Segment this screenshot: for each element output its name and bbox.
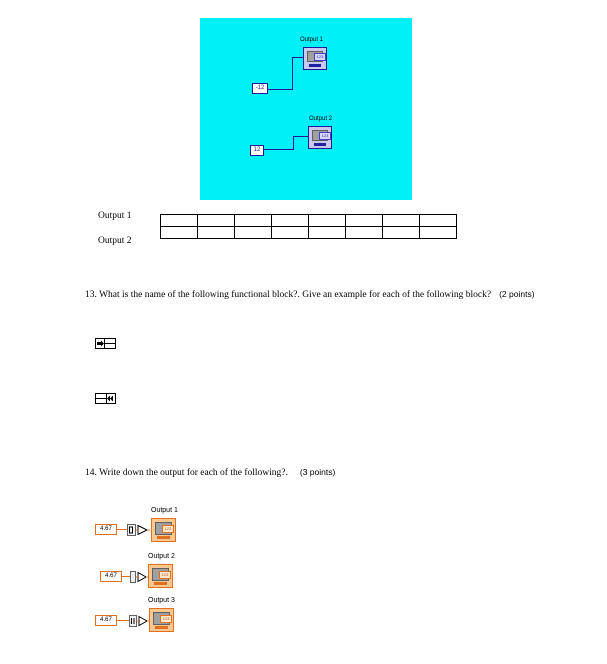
output-2-indicator — [308, 126, 332, 149]
q14-function-3-icon — [129, 614, 151, 626]
q14-output-2-label: Output 2 — [148, 553, 175, 560]
question-13 — [85, 284, 535, 302]
q14-constant-3: 4.67 — [95, 615, 117, 626]
output-1-label: Output 1 — [300, 37, 324, 43]
q14-output-3-indicator — [149, 608, 174, 632]
question-13-points: (2 points) — [499, 289, 535, 299]
question-14 — [85, 462, 335, 480]
q14-output-1-value: 123 — [162, 525, 174, 533]
output-1-value: 123 — [314, 53, 326, 61]
table-row1-label: Output 1 — [98, 211, 132, 221]
output-2-label: Output 2 — [309, 116, 333, 122]
q14-function-2-icon — [130, 570, 150, 582]
q14-output-3-value: 123 — [160, 615, 172, 623]
question-14-points: (3 points) — [299, 467, 336, 477]
question-13-text: 13. What is the name of the following functional block?. Give an example for each of the following block? — [85, 290, 492, 300]
q14-constant-1: 4.67 — [95, 524, 117, 535]
q14-output-2-value: 123 — [159, 571, 171, 579]
negative-twelve-constant: -12 — [252, 83, 268, 94]
q14-output-1-label: Output 1 — [151, 507, 178, 514]
output-1-indicator — [303, 47, 327, 70]
question-14-text: 14. Write down the output for each of the following?. — [85, 468, 288, 478]
q14-output-3-label: Output 3 — [148, 597, 175, 604]
tunnel-block-icon-2 — [95, 391, 116, 402]
twelve-constant: 12 — [250, 145, 264, 156]
q14-constant-2: 4.67 — [100, 571, 122, 582]
answer-table — [160, 214, 457, 239]
table-row2-label: Output 2 — [98, 236, 132, 246]
q14-function-1-icon — [127, 523, 150, 535]
output-2-value: 123 — [319, 132, 331, 140]
q14-output-2-indicator — [148, 564, 173, 588]
block-diagram-panel — [200, 18, 412, 200]
tunnel-block-icon-1 — [95, 336, 116, 347]
q14-output-1-indicator — [151, 518, 176, 542]
